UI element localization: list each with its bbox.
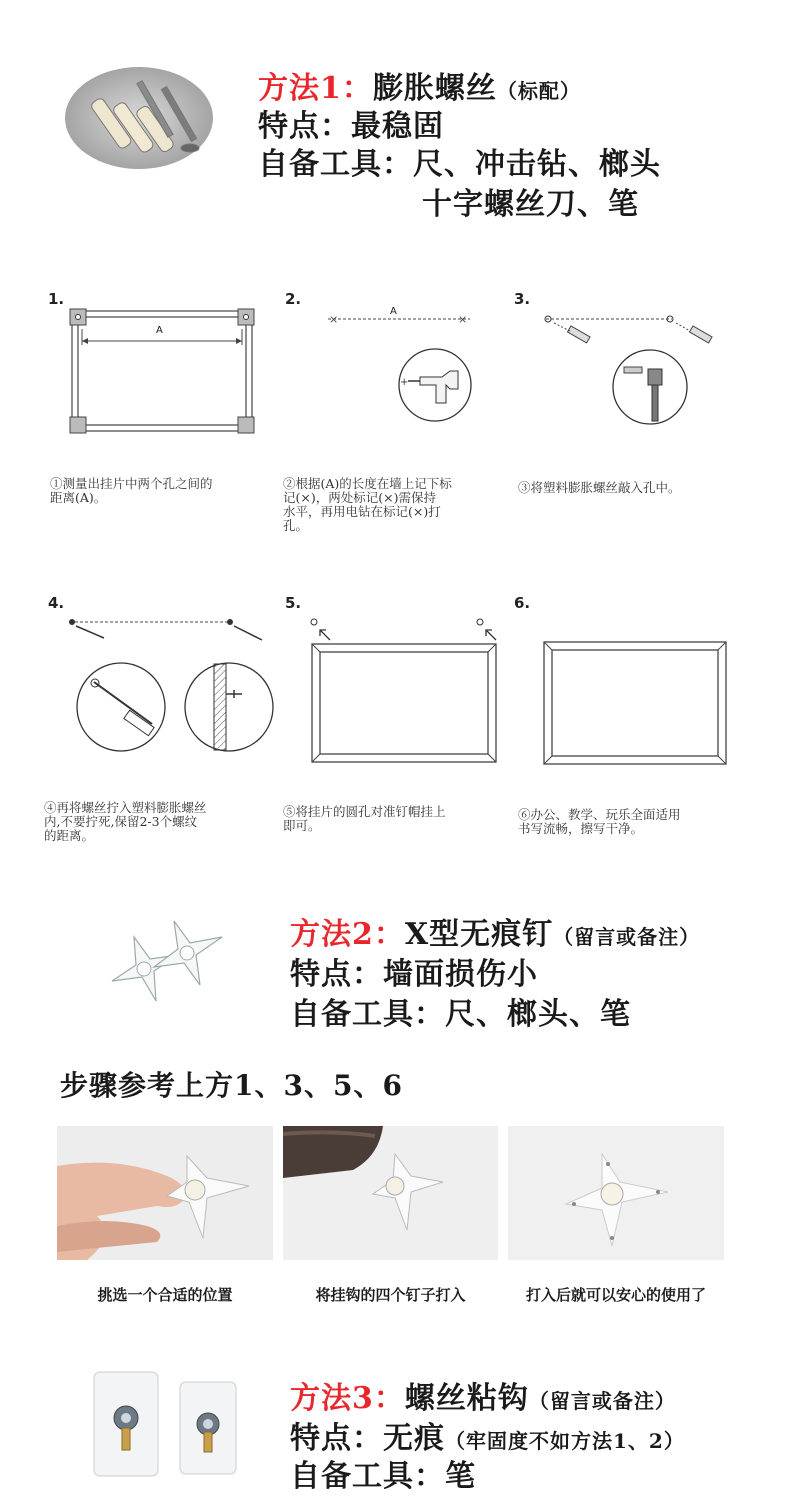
drill-marking-icon — [320, 305, 480, 445]
step-4-diagram — [64, 612, 279, 752]
step-2-caption: ②根据(A)的长度在墙上记下标 记(×)，两处标记(×)需保持 水平，再用电钻在标记(×)打 孔。 — [283, 476, 452, 533]
method2-feature: 特点：墙面损伤小 — [290, 957, 538, 992]
step-5-caption: ⑤将挂片的圆孔对准钉帽挂上 即可。 — [283, 804, 446, 833]
method3-feature-main: 特点：无痕 — [290, 1421, 445, 1456]
method1-photo — [64, 66, 214, 170]
photo-hammer-nails — [283, 1126, 498, 1260]
step-6-diagram — [540, 640, 730, 770]
method2-title-main: X型无痕钉 — [404, 917, 554, 952]
svg-text:+: + — [400, 377, 409, 388]
step-1-label-a: A — [156, 325, 163, 336]
whiteboard-frame-icon — [66, 305, 261, 440]
step-5-diagram — [300, 612, 510, 767]
method2-title — [290, 916, 700, 954]
hand-holding-hook-icon — [57, 1126, 273, 1260]
method2-title-prefix: 方法2： — [290, 917, 405, 952]
method3-title-main: 螺丝粘钩 — [404, 1381, 529, 1416]
step-6-caption: ⑥办公、教学、玩乐全面适用 书写流畅，擦写干净。 — [518, 807, 681, 836]
photo-1-caption: 挑选一个合适的位置 — [97, 1286, 233, 1304]
hammer-anchor-icon — [540, 305, 720, 445]
method3-feature — [290, 1420, 685, 1458]
method2-tools: 自备工具：尺、榔头、笔 — [290, 997, 631, 1032]
method3-photo — [90, 1368, 250, 1480]
installed-hook-icon — [508, 1126, 724, 1260]
method3-title — [290, 1380, 676, 1418]
step-1-caption: ①测量出挂片中两个孔之间的 距离(A)。 — [50, 476, 213, 505]
finished-board-icon — [540, 640, 730, 770]
method1-title-main: 膨胀螺丝 — [372, 71, 497, 106]
method3-tools: 自备工具：笔 — [290, 1459, 476, 1494]
x-nail-hook-icon — [98, 915, 238, 1010]
method3-title-note: （留言或备注） — [528, 1389, 676, 1413]
photo-3-caption: 打入后就可以安心的使用了 — [525, 1286, 706, 1304]
step-4-caption: ④再将螺丝拧入塑料膨胀螺丝 内,不要拧死,保留2-3个螺纹 的距离。 — [44, 800, 207, 843]
screwdriver-icon — [64, 612, 279, 752]
steps-reference: 步骤参考上方1、3、5、6 — [60, 1069, 403, 1102]
photo-finished-hook — [508, 1126, 724, 1260]
hang-frame-icon — [300, 612, 510, 767]
step-3-number: 3. — [514, 290, 531, 308]
hammer-hook-icon — [283, 1126, 498, 1260]
method2-title-note: （留言或备注） — [553, 925, 701, 949]
method1-title-prefix: 方法1： — [258, 71, 373, 106]
svg-text:×: × — [458, 313, 468, 326]
photo-2-caption: 将挂钩的四个钉子打入 — [315, 1286, 466, 1304]
method1-title-note: （标配） — [496, 79, 581, 103]
step-2-number: 2. — [285, 290, 302, 308]
step-1-number: 1. — [48, 290, 65, 308]
method1-title — [258, 70, 581, 108]
step-3-caption: ③将塑料膨胀螺丝敲入孔中。 — [518, 480, 681, 495]
step-6-number: 6. — [514, 594, 531, 612]
method2-photo — [98, 915, 238, 1010]
svg-text:×: × — [329, 313, 339, 326]
step-5-number: 5. — [285, 594, 302, 612]
photo-select-position — [57, 1126, 273, 1260]
method1-tools-line2: 十字螺丝刀、笔 — [422, 187, 639, 222]
step-1-diagram — [66, 305, 261, 440]
adhesive-screw-hook-icon — [90, 1368, 250, 1480]
step-2-label-a: A — [390, 306, 397, 317]
method1-feature: 特点：最稳固 — [258, 109, 444, 144]
step-2-diagram — [320, 305, 480, 445]
expansion-screw-photo-icon — [64, 66, 214, 170]
method3-feature-note: （牢固度不如方法1、2） — [445, 1429, 685, 1453]
step-3-diagram — [540, 305, 720, 445]
step-4-number: 4. — [48, 594, 65, 612]
method1-tools-line1: 自备工具：尺、冲击钻、榔头 — [258, 147, 661, 182]
method3-title-prefix: 方法3： — [290, 1381, 405, 1416]
